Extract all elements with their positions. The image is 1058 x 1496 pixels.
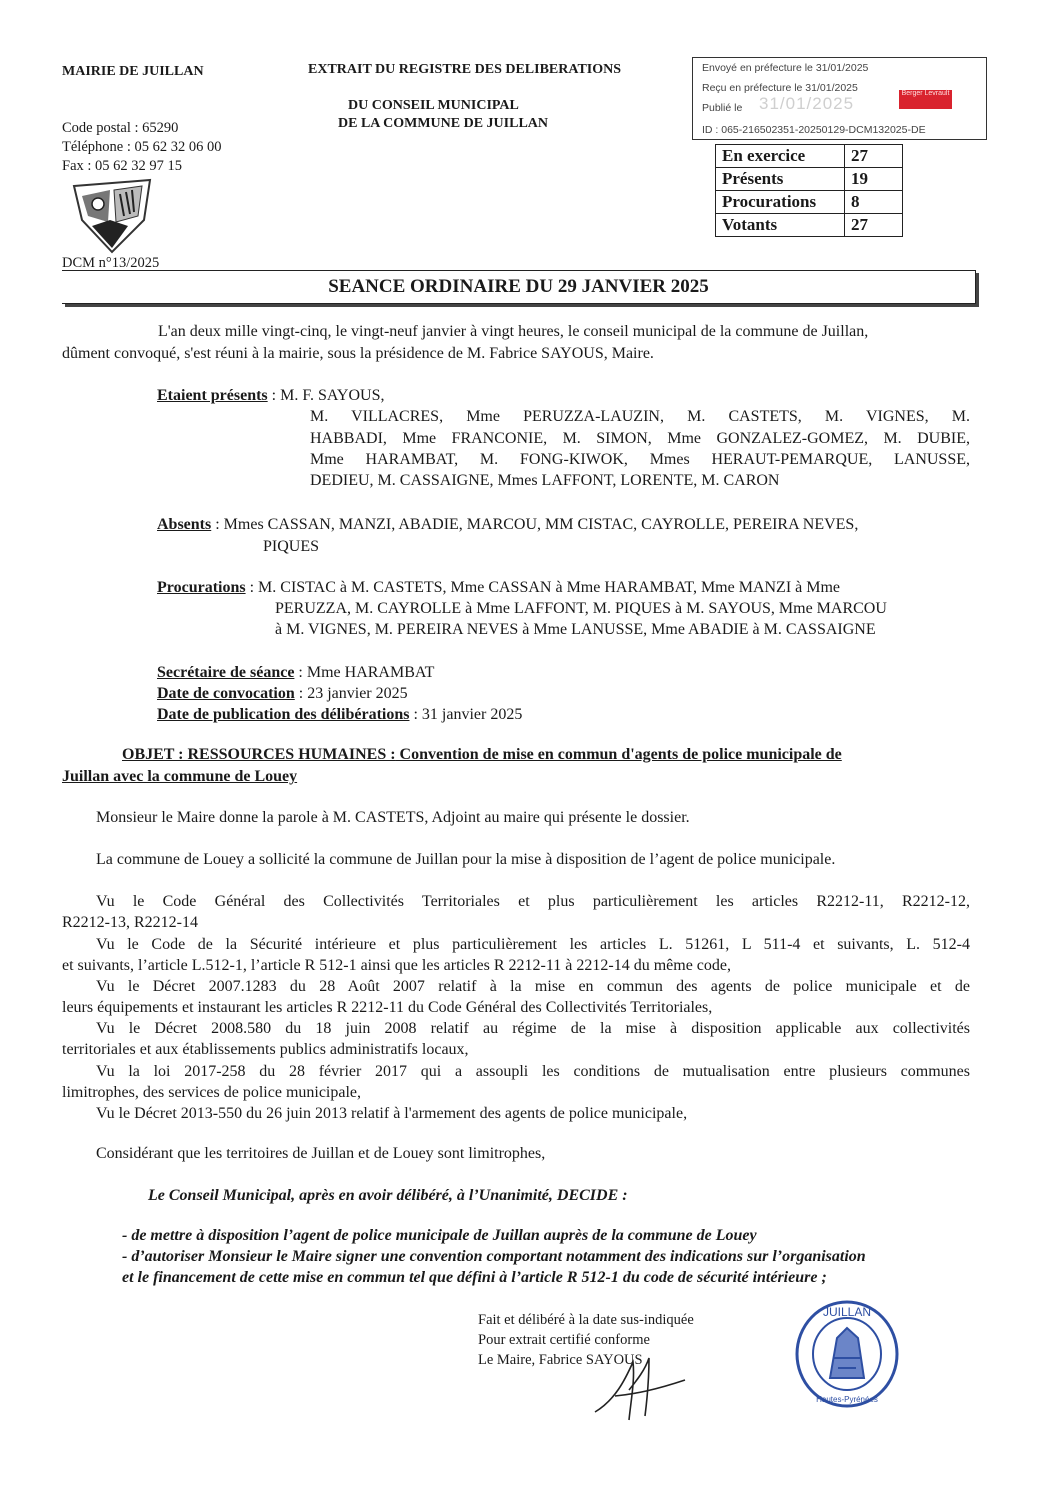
stamp-recu: Reçu en préfecture le 31/01/2025 xyxy=(702,82,858,94)
objet-label: OBJET : RESSOURCES HUMAINES : xyxy=(122,746,396,763)
count-row xyxy=(716,145,903,168)
secretaire-label: Secrétaire de séance xyxy=(157,664,295,681)
vu-6: Vu le Décret 2013-550 du 26 juin 2013 relatif à l'armement des agents de police municipale, xyxy=(96,1105,688,1122)
publication-line xyxy=(157,704,522,725)
seance-title-box xyxy=(62,270,976,304)
procurations-line: à M. VIGNES, M. PEREIRA NEVES à Mme LANUSSE, Mme ABADIE à M. CASSAIGNE xyxy=(275,621,876,638)
fax: Fax : 05 62 32 97 15 xyxy=(62,158,183,174)
count-value: 27 xyxy=(845,145,903,168)
count-row xyxy=(716,168,903,191)
count-value: 8 xyxy=(845,191,903,214)
publication-label: Date de publication des délibérations xyxy=(157,706,410,723)
procurations-first-line xyxy=(157,577,840,598)
secretaire-value: : Mme HARAMBAT xyxy=(294,664,435,681)
vu-3-line-1: Vu le Décret 2007.1283 du 28 Août 2007 relatif à la mise en commun des agents de police municipale et de xyxy=(96,978,970,995)
vu-3-line-2: leurs équipements et instaurant les articles R 2212-11 du Code Général des Collectivités Territoriales, xyxy=(62,999,713,1016)
stamp-id: ID : 065-216502351-20250129-DCM132025-DE xyxy=(702,124,926,136)
count-value: 27 xyxy=(845,214,903,237)
seance-title: SEANCE ORDINAIRE DU 29 JANVIER 2025 xyxy=(328,276,709,297)
objet-line-2: Juillan avec la commune de Louey xyxy=(62,768,298,785)
publication-value: : 31 janvier 2025 xyxy=(409,706,523,723)
presents-line: M. VILLACRES, Mme PERUZZA-LAUZIN, M. CASTETS, M. VIGNES, M. xyxy=(310,408,970,425)
vu-2-line-2: et suivants, l’article L.512-1, l’article R 512-1 ainsi que les articles R 2212-11 à 2212-14 du même code, xyxy=(62,957,731,974)
count-label: Procurations xyxy=(716,191,845,214)
secretaire-line xyxy=(157,662,434,683)
decision-1: - de mettre à disposition l’agent de police municipale de Juillan auprès de la commune de Louey xyxy=(122,1227,757,1244)
town-crest-logo xyxy=(70,176,154,254)
procurations-label: Procurations xyxy=(157,579,246,596)
stamp-publie-label: Publié le xyxy=(702,102,743,114)
contact-block xyxy=(62,119,221,176)
seal-top-text: JUILLAN xyxy=(822,1305,872,1319)
vu-4-line-1: Vu le Décret 2008.580 du 18 juin 2008 relatif au régime de la mise à disposition applicable aux collectivités xyxy=(96,1020,970,1037)
objet-line-1 xyxy=(122,744,970,765)
vu-1-line-2: R2212-13, R2212-14 xyxy=(62,914,198,931)
vu-2-line-1: Vu le Code de la Sécurité intérieure et plus particulièrement les articles L. 51261, L 511-4 et suivants, L. 512-4 xyxy=(96,936,970,953)
presents-line: HABBADI, Mme FRANCONIE, M. SIMON, Mme GONZALEZ-GOMEZ, M. DUBIE, xyxy=(310,430,970,447)
objet-text: Convention de mise en commun d'agents de police municipale de xyxy=(395,746,842,763)
presents-label: Etaient présents xyxy=(157,387,268,404)
vu-5-line-1: Vu la loi 2017-258 du 28 février 2017 qui a assoupli les conditions de mutualisation entre plusieurs communes xyxy=(96,1063,970,1080)
vu-1-line-1: Vu le Code Général des Collectivités Territoriales et plus particulièrement les articles R2212-11, R2212-12, xyxy=(96,893,970,910)
code-postal: Code postal : 65290 xyxy=(62,120,179,136)
absents-label: Absents xyxy=(157,516,212,533)
convocation-line xyxy=(157,683,408,704)
procurations-line: PERUZZA, M. CAYROLLE à Mme LAFFONT, M. PIQUES à M. SAYOUS, Mme MARCOU xyxy=(275,600,887,617)
absents-second-line: PIQUES xyxy=(263,538,320,555)
telephone: Téléphone : 05 62 32 06 00 xyxy=(62,139,222,155)
vu-4-line-2: territoriales et aux établissements publics administratifs locaux, xyxy=(62,1041,469,1058)
conseil-title-line2: DE LA COMMUNE DE JUILLAN xyxy=(338,116,549,131)
seal-bottom-text: Hautes-Pyrénées xyxy=(816,1395,878,1404)
body-paragraph-1: Monsieur le Maire donne la parole à M. CASTETS, Adjoint au maire qui présente le dossier. xyxy=(96,809,690,826)
signature-line-1: Fait et délibéré à la date sus-indiquée xyxy=(478,1312,694,1328)
vote-counts-table xyxy=(715,144,903,237)
stamp-envoye: Envoyé en préfecture le 31/01/2025 xyxy=(702,62,869,74)
official-seal xyxy=(792,1298,902,1410)
conseil-title-line1: DU CONSEIL MUNICIPAL xyxy=(348,98,519,113)
decision-intro: Le Conseil Municipal, après en avoir délibéré, à l’Unanimité, DECIDE : xyxy=(148,1187,628,1204)
count-row xyxy=(716,214,903,237)
presents-first-line xyxy=(157,385,385,406)
procurations-first: : M. CISTAC à M. CASTETS, Mme CASSAN à Mme HARAMBAT, Mme MANZI à Mme xyxy=(245,579,841,596)
intro-line-1: L'an deux mille vingt-cinq, le vingt-neuf janvier à vingt heures, le conseil municipal de la commune de Juillan, xyxy=(158,323,869,340)
count-label: Présents xyxy=(716,168,845,191)
dcm-reference: DCM n°13/2025 xyxy=(62,255,160,271)
count-label: En exercice xyxy=(716,145,845,168)
absents-first-line xyxy=(157,514,858,535)
mairie-name: MAIRIE DE JUILLAN xyxy=(62,64,204,79)
decision-2-line-1: - d’autoriser Monsieur le Maire signer une convention comportant notamment des indications sur l’organisation xyxy=(122,1248,866,1265)
count-row xyxy=(716,191,903,214)
presents-first: : M. F. SAYOUS, xyxy=(267,387,385,404)
considerant: Considérant que les territoires de Juillan et de Louey sont limitrophes, xyxy=(96,1145,546,1162)
presents-line: DEDIEU, M. CASSAIGNE, Mmes LAFFONT, LORENTE, M. CARON xyxy=(310,472,780,489)
count-value: 19 xyxy=(845,168,903,191)
decision-2-line-2: et le financement de cette mise en commun tel que défini à l’article R 512-1 du code de sécurité intérieure ; xyxy=(122,1269,827,1286)
intro-line-2: dûment convoqué, s'est réuni à la mairie, sous la présidence de M. Fabrice SAYOUS, Maire. xyxy=(62,345,654,362)
handwritten-signature xyxy=(585,1350,695,1425)
signature-line-2: Pour extrait certifié conforme xyxy=(478,1332,650,1348)
presents-line: Mme HARAMBAT, M. FONG-KIWOK, Mmes HERAUT-PEMARQUE, LANUSSE, xyxy=(310,451,970,468)
absents-first: : Mmes CASSAN, MANZI, ABADIE, MARCOU, MM CISTAC, CAYROLLE, PEREIRA NEVES, xyxy=(211,516,859,533)
body-paragraph-2: La commune de Louey a sollicité la commune de Juillan pour la mise à disposition de l’agent de police municipale. xyxy=(96,851,836,868)
prefecture-stamp xyxy=(692,57,987,140)
vu-5-line-2: limitrophes, des services de police municipale, xyxy=(62,1084,362,1101)
registre-title: EXTRAIT DU REGISTRE DES DELIBERATIONS xyxy=(308,62,622,77)
stamp-publie-date: 31/01/2025 xyxy=(759,94,855,113)
convocation-label: Date de convocation xyxy=(157,685,295,702)
count-label: Votants xyxy=(716,214,845,237)
stamp-badge-logo: Berger Levrault xyxy=(899,90,952,109)
convocation-value: : 23 janvier 2025 xyxy=(294,685,408,702)
signature-line-3: Le Maire, Fabrice SAYOUS xyxy=(478,1352,643,1368)
